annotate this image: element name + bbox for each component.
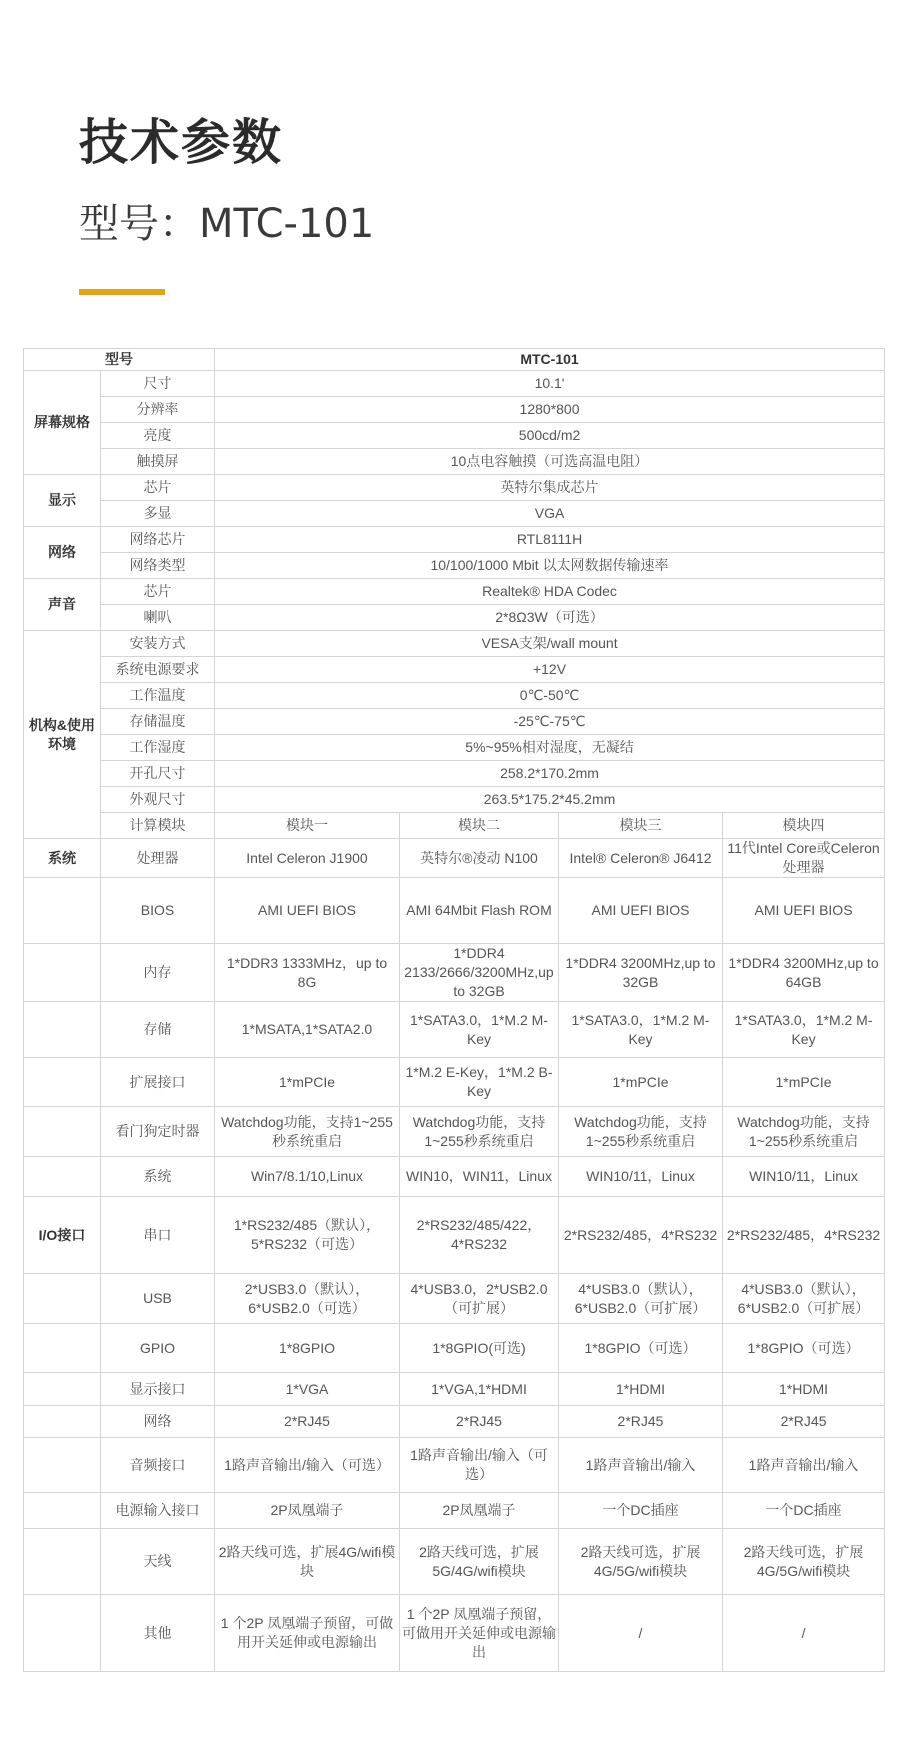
spec-label: GPIO [101,1324,215,1373]
spec-label: 多显 [101,501,215,527]
table-row [24,501,885,527]
module-value: 1*HDMI [559,1373,723,1406]
module-value: / [723,1595,885,1672]
spec-label: 显示接口 [101,1373,215,1406]
category-empty [24,1529,101,1595]
table-row [24,605,885,631]
table-row [24,579,885,605]
table-row [24,371,885,397]
table-row [24,1373,885,1406]
table-row [24,1493,885,1529]
spec-label: 存储温度 [101,709,215,735]
module-value: 1*DDR3 1333MHz，up to 8G [215,944,400,1002]
table-row [24,527,885,553]
table-row [24,449,885,475]
spec-value: +12V [215,657,885,683]
spec-label: 亮度 [101,423,215,449]
spec-value: Realtek® HDA Codec [215,579,885,605]
spec-label: 安装方式 [101,631,215,657]
spec-value: -25℃-75℃ [215,709,885,735]
spec-value: RTL8111H [215,527,885,553]
module-value: 1*RS232/485（默认），5*RS232（可选） [215,1197,400,1274]
module-value: 1*DDR4 3200MHz,up to 64GB [723,944,885,1002]
category-empty [24,1493,101,1529]
module-header: 模块三 [559,813,723,839]
module-value: 4*USB3.0（默认），6*USB2.0（可扩展） [723,1274,885,1324]
model-row [24,349,885,371]
module-header: 模块一 [215,813,400,839]
category-cell: 系统 [24,839,101,878]
spec-value: 258.2*170.2mm [215,761,885,787]
page-title: 技术参数 [79,114,284,171]
module-value: 2路天线可选，扩展4G/5G/wifi模块 [723,1529,885,1595]
module-value: 4*USB3.0，2*USB2.0（可扩展） [400,1274,559,1324]
module-value: 1*HDMI [723,1373,885,1406]
table-row [24,657,885,683]
spec-label: 工作湿度 [101,735,215,761]
spec-label: 触摸屏 [101,449,215,475]
module-value: 1 个2P 凤凰端子预留，可做用开关延伸或电源输出 [215,1595,400,1672]
spec-label: 扩展接口 [101,1058,215,1107]
spec-value: 263.5*175.2*45.2mm [215,787,885,813]
category-empty [24,1438,101,1493]
module-value: 1*DDR4 3200MHz,up to 32GB [559,944,723,1002]
spec-value: 10/100/1000 Mbit 以太网数据传输速率 [215,553,885,579]
spec-label: 分辨率 [101,397,215,423]
module-value: Intel Celeron J1900 [215,839,400,878]
spec-label: 尺寸 [101,371,215,397]
spec-label: 天线 [101,1529,215,1595]
category-network: 网络 [24,527,101,579]
category-empty [24,878,101,944]
table-row [24,761,885,787]
category-empty [24,1274,101,1324]
table-row [24,423,885,449]
table-row [24,397,885,423]
module-value: 1*VGA [215,1373,400,1406]
table-row [24,1406,885,1438]
module-value: 1路声音输出/输入（可选） [400,1438,559,1493]
table-row [24,1058,885,1107]
module-value: 1路声音输出/输入（可选） [215,1438,400,1493]
model-label: 型号 [24,349,215,371]
category-display: 屏幕规格 [24,371,101,475]
spec-table [23,348,885,1672]
table-row [24,1529,885,1595]
spec-label: 其他 [101,1595,215,1672]
spec-label: 存储 [101,1002,215,1058]
table-row [24,1595,885,1672]
module-value: 1*M.2 E-Key，1*M.2 B-Key [400,1058,559,1107]
module-value: 2路天线可选，扩展5G/4G/wifi模块 [400,1529,559,1595]
category-empty [24,1373,101,1406]
module-value: 1*DDR4 2133/2666/3200MHz,up to 32GB [400,944,559,1002]
module-value: 1*8GPIO（可选） [559,1324,723,1373]
module-value: 1*8GPIO(可选) [400,1324,559,1373]
spec-label: 串口 [101,1197,215,1274]
module-value: 一个DC插座 [723,1493,885,1529]
spec-label: 电源输入接口 [101,1493,215,1529]
module-value: Watchdog功能，支持1~255秒系统重启 [215,1107,400,1157]
spec-label: 计算模块 [101,813,215,839]
spec-label: 系统 [101,1157,215,1197]
module-value: 1*mPCIe [559,1058,723,1107]
module-value: 2*USB3.0（默认），6*USB2.0（可选） [215,1274,400,1324]
category-empty [24,1595,101,1672]
module-value: 2P凤凰端子 [400,1493,559,1529]
module-value: 2*RS232/485/422，4*RS232 [400,1197,559,1274]
table-row [24,709,885,735]
table-row [24,787,885,813]
spec-value: 1280*800 [215,397,885,423]
module-value: 1*SATA3.0，1*M.2 M-Key [723,1002,885,1058]
module-value: 2*RJ45 [215,1406,400,1438]
module-value: 2*RS232/485，4*RS232 [723,1197,885,1274]
spec-value: 2*8Ω3W（可选） [215,605,885,631]
spec-label: 工作温度 [101,683,215,709]
module-value: WIN10/11，Linux [559,1157,723,1197]
spec-label: 芯片 [101,579,215,605]
accent-bar [79,289,165,295]
category-cell: I/O接口 [24,1197,101,1274]
module-value: 11代Intel Core或Celeron处理器 [723,839,885,878]
module-value: 1 个2P 凤凰端子预留，可做用开关延伸或电源输出 [400,1595,559,1672]
module-value: AMI UEFI BIOS [215,878,400,944]
table-row [24,1107,885,1157]
table-row [24,1197,885,1274]
module-value: 2*RJ45 [400,1406,559,1438]
category-audio: 声音 [24,579,101,631]
category-graphics: 显示 [24,475,101,527]
spec-value: 英特尔集成芯片 [215,475,885,501]
module-value: Watchdog功能，支持1~255秒系统重启 [723,1107,885,1157]
module-value: 1*MSATA,1*SATA2.0 [215,1002,400,1058]
spec-label: 内存 [101,944,215,1002]
category-empty [24,1324,101,1373]
table-row [24,878,885,944]
table-row [24,1324,885,1373]
module-header: 模块四 [723,813,885,839]
module-value: WIN10，WIN11，Linux [400,1157,559,1197]
spec-label: 开孔尺寸 [101,761,215,787]
module-value: 4*USB3.0（默认），6*USB2.0（可扩展） [559,1274,723,1324]
spec-label: 网络芯片 [101,527,215,553]
spec-value: VESA支架/wall mount [215,631,885,657]
module-header: 模块二 [400,813,559,839]
module-value: AMI UEFI BIOS [559,878,723,944]
module-value: 1*SATA3.0，1*M.2 M-Key [400,1002,559,1058]
module-value: 2P凤凰端子 [215,1493,400,1529]
module-value: Watchdog功能，支持1~255秒系统重启 [400,1107,559,1157]
table-row [24,1438,885,1493]
module-value: 1*VGA,1*HDMI [400,1373,559,1406]
module-value: 2路天线可选，扩展4G/5G/wifi模块 [559,1529,723,1595]
spec-value: 10.1' [215,371,885,397]
spec-label: 系统电源要求 [101,657,215,683]
table-row [24,1002,885,1058]
spec-label: 处理器 [101,839,215,878]
module-value: 英特尔®凌动 N100 [400,839,559,878]
category-empty [24,1157,101,1197]
model-value: MTC-101 [215,349,885,371]
spec-label: 网络类型 [101,553,215,579]
spec-label: 外观尺寸 [101,787,215,813]
table-row [24,553,885,579]
table-row [24,735,885,761]
spec-value: 0℃-50℃ [215,683,885,709]
table-row [24,1274,885,1324]
model-subtitle: 型号：MTC-101 [79,201,375,247]
module-value: 1*mPCIe [215,1058,400,1107]
spec-table-body [24,349,885,1672]
module-value: 1*8GPIO [215,1324,400,1373]
table-row [24,683,885,709]
module-value: / [559,1595,723,1672]
spec-value: 10点电容触摸（可选高温电阻） [215,449,885,475]
spec-label: 网络 [101,1406,215,1438]
spec-value: 5%~95%相对湿度，无凝结 [215,735,885,761]
module-value: 1*SATA3.0，1*M.2 M-Key [559,1002,723,1058]
table-row [24,631,885,657]
category-empty [24,1058,101,1107]
module-value: WIN10/11，Linux [723,1157,885,1197]
module-value: 一个DC插座 [559,1493,723,1529]
category-empty [24,1406,101,1438]
module-value: AMI 64Mbit Flash ROM [400,878,559,944]
compute-header-row [24,813,885,839]
module-value: 1路声音输出/输入 [723,1438,885,1493]
module-value: Intel® Celeron® J6412 [559,839,723,878]
module-value: 1*8GPIO（可选） [723,1324,885,1373]
module-value: 2路天线可选，扩展4G/wifi模块 [215,1529,400,1595]
spec-label: USB [101,1274,215,1324]
table-row [24,944,885,1002]
category-empty [24,1107,101,1157]
module-value: 2*RJ45 [559,1406,723,1438]
module-value: 1*mPCIe [723,1058,885,1107]
table-row [24,839,885,878]
category-environment: 机构&使用环境 [24,631,101,839]
spec-value: VGA [215,501,885,527]
category-empty [24,1002,101,1058]
module-value: 2*RJ45 [723,1406,885,1438]
module-value: AMI UEFI BIOS [723,878,885,944]
spec-label: BIOS [101,878,215,944]
module-value: Win7/8.1/10,Linux [215,1157,400,1197]
module-value: 1路声音输出/输入 [559,1438,723,1493]
module-value: Watchdog功能，支持1~255秒系统重启 [559,1107,723,1157]
module-value: 2*RS232/485，4*RS232 [559,1197,723,1274]
spec-label: 喇叭 [101,605,215,631]
category-empty [24,944,101,1002]
table-row [24,1157,885,1197]
spec-label: 芯片 [101,475,215,501]
spec-value: 500cd/m2 [215,423,885,449]
table-row [24,475,885,501]
spec-label: 音频接口 [101,1438,215,1493]
spec-label: 看门狗定时器 [101,1107,215,1157]
